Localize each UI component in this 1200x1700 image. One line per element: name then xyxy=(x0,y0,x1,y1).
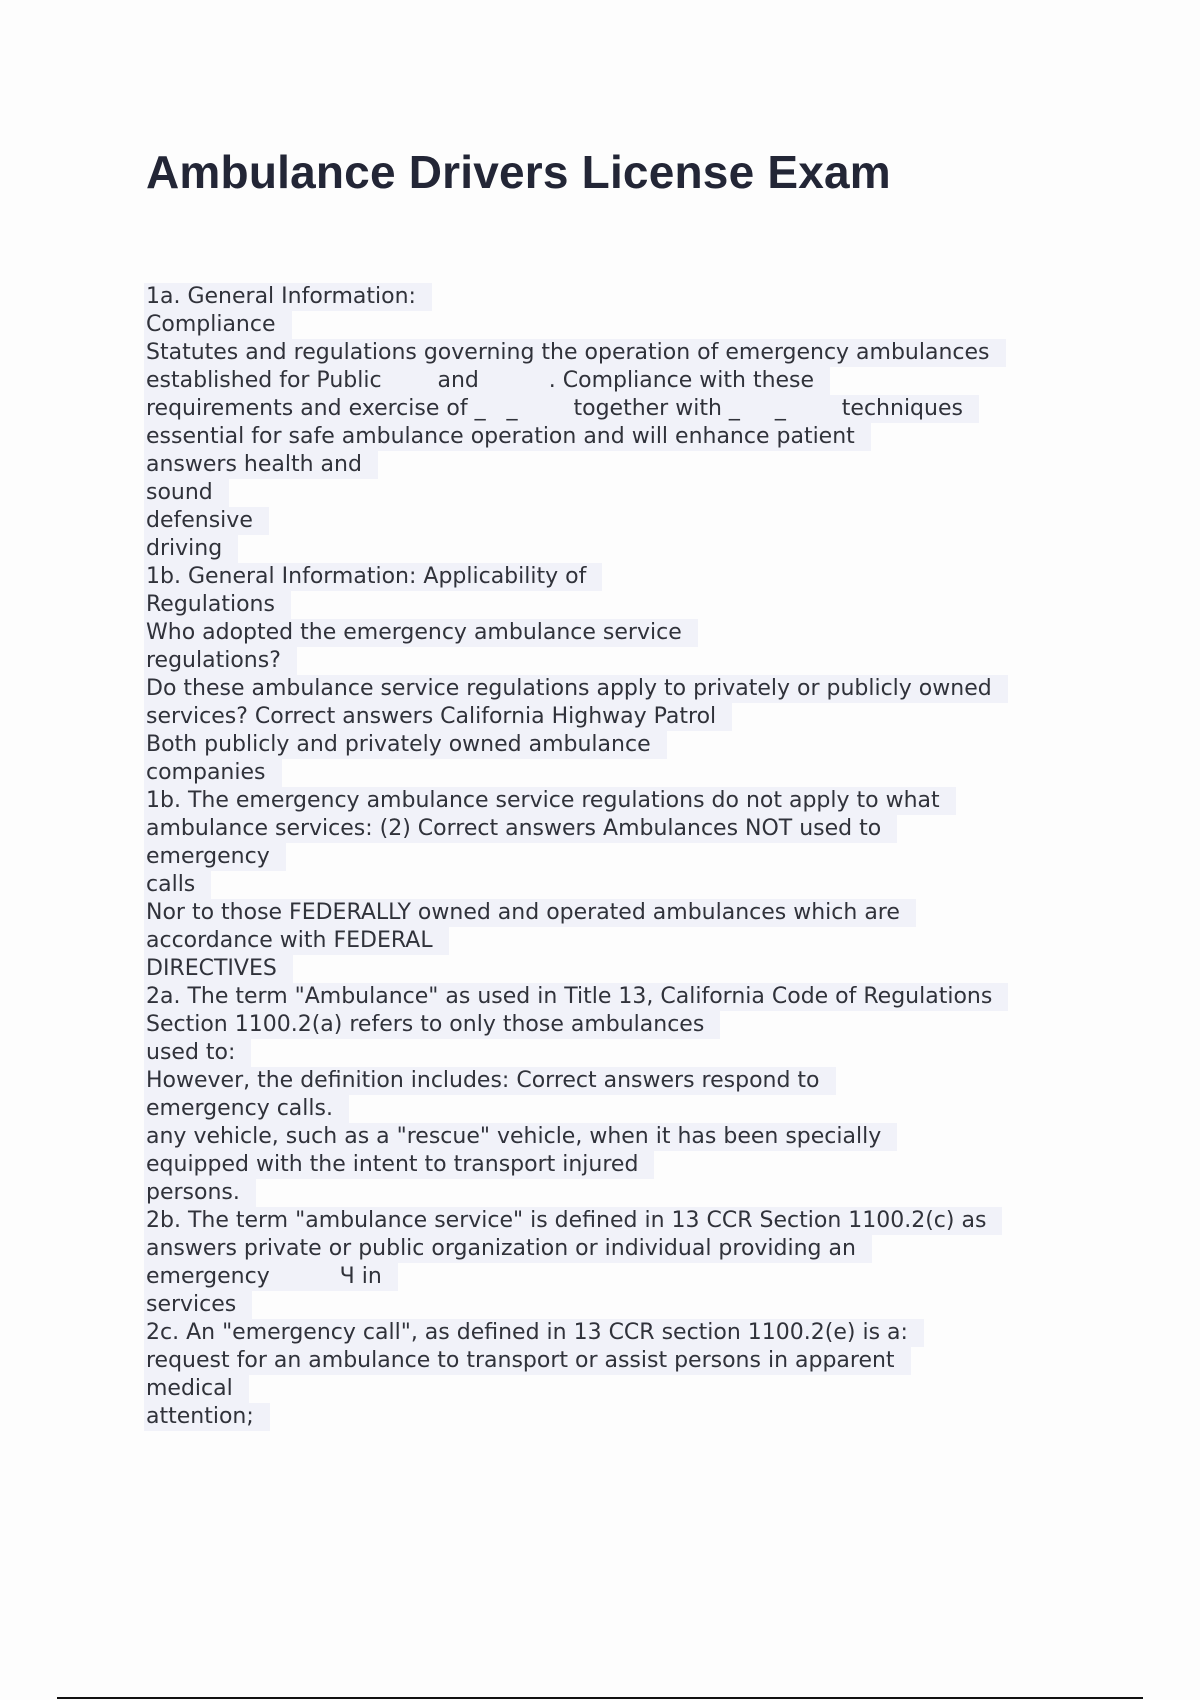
text-line-content: 1b. General Information: Applicability of xyxy=(144,563,602,591)
text-line-content: 2a. The term "Ambulance" as used in Title 13, California Code of Regulations xyxy=(144,983,1008,1011)
text-line-content: emergency calls. xyxy=(144,1095,349,1123)
text-line-content: answers private or public organization or individual providing an xyxy=(144,1235,872,1263)
text-line-content: sound xyxy=(144,479,229,507)
text-line xyxy=(146,451,1096,479)
text-line xyxy=(146,1319,1096,1347)
text-line xyxy=(146,367,1096,395)
text-line xyxy=(146,1039,1096,1067)
text-line xyxy=(146,647,1096,675)
text-line-content: Nor to those FEDERALLY owned and operated ambulances which are xyxy=(144,899,916,927)
text-line xyxy=(146,1347,1096,1375)
text-line-content: emergency xyxy=(144,843,286,871)
text-line-content: established for Public and . Compliance with these xyxy=(144,367,830,395)
text-line-content: driving xyxy=(144,535,238,563)
text-line-content: DIRECTIVES xyxy=(144,955,293,983)
text-line xyxy=(146,423,1096,451)
text-line xyxy=(146,1067,1096,1095)
text-line xyxy=(146,535,1096,563)
text-line xyxy=(146,311,1096,339)
text-line xyxy=(146,703,1096,731)
text-line xyxy=(146,591,1096,619)
text-line-content: emergency Ч in xyxy=(144,1263,398,1291)
text-line xyxy=(146,731,1096,759)
text-line-content: Do these ambulance service regulations apply to privately or publicly owned xyxy=(144,675,1008,703)
text-line xyxy=(146,927,1096,955)
text-line-content: calls xyxy=(144,871,211,899)
text-line-content: services? Correct answers California Highway Patrol xyxy=(144,703,732,731)
text-line xyxy=(146,955,1096,983)
text-line xyxy=(146,1011,1096,1039)
text-line-content: answers health and xyxy=(144,451,378,479)
text-line-content: medical xyxy=(144,1375,249,1403)
text-line xyxy=(146,619,1096,647)
text-line-content: accordance with FEDERAL xyxy=(144,927,449,955)
text-line-content: Regulations xyxy=(144,591,291,619)
text-line xyxy=(146,479,1096,507)
text-line-content: 2b. The term "ambulance service" is defined in 13 CCR Section 1100.2(c) as xyxy=(144,1207,1002,1235)
text-line xyxy=(146,983,1096,1011)
text-line xyxy=(146,1291,1096,1319)
text-line xyxy=(146,1235,1096,1263)
text-line xyxy=(146,843,1096,871)
text-line-content: regulations? xyxy=(144,647,297,675)
text-line xyxy=(146,1375,1096,1403)
text-line xyxy=(146,1403,1096,1431)
text-line-content: persons. xyxy=(144,1179,256,1207)
text-line xyxy=(146,899,1096,927)
text-line xyxy=(146,1095,1096,1123)
text-line xyxy=(146,339,1096,367)
footer-divider xyxy=(57,1697,1143,1699)
text-line-content: equipped with the intent to transport injured xyxy=(144,1151,654,1179)
text-line xyxy=(146,787,1096,815)
text-line-content: companies xyxy=(144,759,282,787)
text-line-content: Section 1100.2(a) refers to only those ambulances xyxy=(144,1011,720,1039)
text-line-content: However, the definition includes: Correct answers respond to xyxy=(144,1067,836,1095)
text-line-content: Both publicly and privately owned ambulance xyxy=(144,731,667,759)
text-line xyxy=(146,1207,1096,1235)
text-line xyxy=(146,395,1096,423)
text-line-content: any vehicle, such as a "rescue" vehicle, when it has been specially xyxy=(144,1123,897,1151)
text-line-content: Statutes and regulations governing the operation of emergency ambulances xyxy=(144,339,1006,367)
text-line-content: requirements and exercise of _ _ together with _ _ techniques xyxy=(144,395,979,423)
text-line xyxy=(146,1151,1096,1179)
text-line-content: ambulance services: (2) Correct answers Ambulances NOT used to xyxy=(144,815,897,843)
text-line xyxy=(146,563,1096,591)
text-line-content: 1a. General Information: xyxy=(144,283,432,311)
text-line xyxy=(146,283,1096,311)
text-line-content: attention; xyxy=(144,1403,270,1431)
text-line xyxy=(146,759,1096,787)
text-line-content: used to: xyxy=(144,1039,251,1067)
text-line xyxy=(146,1263,1096,1291)
text-line-content: 1b. The emergency ambulance service regulations do not apply to what xyxy=(144,787,956,815)
text-line-content: request for an ambulance to transport or assist persons in apparent xyxy=(144,1347,911,1375)
text-line-content: Who adopted the emergency ambulance service xyxy=(144,619,698,647)
text-line xyxy=(146,1123,1096,1151)
text-line xyxy=(146,815,1096,843)
text-line-content: Compliance xyxy=(144,311,292,339)
text-line xyxy=(146,675,1096,703)
text-line-content: 2c. An "emergency call", as defined in 13 CCR section 1100.2(e) is a: xyxy=(144,1319,924,1347)
text-line-content: services xyxy=(144,1291,252,1319)
text-line xyxy=(146,1179,1096,1207)
text-line xyxy=(146,871,1096,899)
page-title: Ambulance Drivers License Exam xyxy=(146,146,891,198)
document-body xyxy=(146,283,1096,1431)
text-line xyxy=(146,507,1096,535)
text-line-content: essential for safe ambulance operation and will enhance patient xyxy=(144,423,871,451)
text-line-content: defensive xyxy=(144,507,269,535)
